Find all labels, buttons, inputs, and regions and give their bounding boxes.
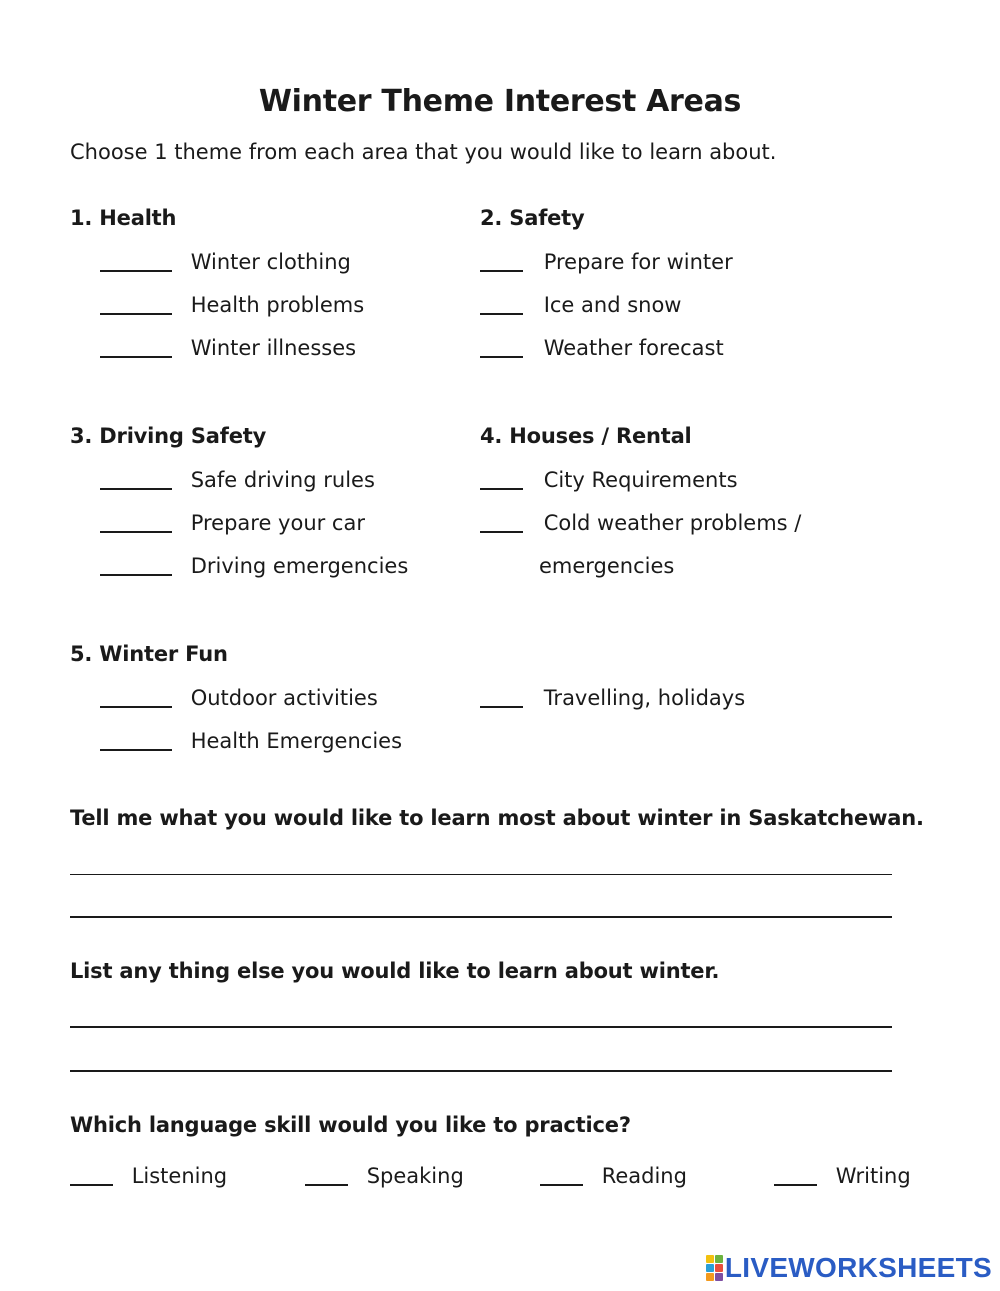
- option-label: Winter illnesses: [190, 336, 357, 360]
- page-title: Winter Theme Interest Areas: [258, 84, 742, 119]
- section-heading-winter-fun: 5. Winter Fun: [70, 642, 228, 666]
- brand-name: LIVEWORKSHEETS: [724, 1252, 992, 1283]
- option-health-problems[interactable]: [100, 293, 364, 317]
- skill-label: Writing: [835, 1164, 911, 1188]
- skill-option-writing[interactable]: [774, 1164, 911, 1188]
- skill-label: Reading: [601, 1164, 687, 1188]
- answer-blank[interactable]: [100, 336, 172, 358]
- option-weather-forecast[interactable]: [480, 336, 724, 360]
- option-label: Travelling, holidays: [543, 686, 746, 710]
- skill-option-speaking[interactable]: [305, 1164, 464, 1188]
- instructions: Choose 1 theme from each area that you would like to learn about.: [70, 140, 777, 164]
- option-city-requirements[interactable]: [480, 468, 738, 492]
- skill-label: Listening: [131, 1164, 228, 1188]
- option-label: Outdoor activities: [190, 686, 378, 710]
- option-label: Cold weather problems /: [543, 511, 802, 535]
- section-heading-safety: 2. Safety: [480, 206, 585, 230]
- option-label: City Requirements: [543, 468, 738, 492]
- answer-blank[interactable]: [480, 250, 523, 272]
- option-health-emergencies[interactable]: [100, 729, 402, 753]
- section-heading-houses-rental: 4. Houses / Rental: [480, 424, 692, 448]
- option-ice-and-snow[interactable]: [480, 293, 681, 317]
- answer-blank[interactable]: [100, 729, 172, 751]
- answer-line[interactable]: [70, 874, 892, 875]
- question-learn-most: Tell me what you would like to learn most about winter in Saskatchewan.: [70, 806, 924, 830]
- option-cold-weather-problems[interactable]: [480, 511, 801, 535]
- answer-line[interactable]: [70, 1070, 892, 1072]
- option-winter-clothing[interactable]: [100, 250, 351, 274]
- answer-blank[interactable]: [540, 1164, 583, 1186]
- answer-blank[interactable]: [480, 336, 523, 358]
- option-driving-emergencies[interactable]: [100, 554, 408, 578]
- answer-blank[interactable]: [100, 511, 172, 533]
- option-prepare-your-car[interactable]: [100, 511, 365, 535]
- answer-blank[interactable]: [305, 1164, 348, 1186]
- answer-blank[interactable]: [100, 554, 172, 576]
- option-label: Weather forecast: [543, 336, 724, 360]
- skill-option-reading[interactable]: [540, 1164, 687, 1188]
- answer-blank[interactable]: [480, 293, 523, 315]
- question-anything-else: List any thing else you would like to learn about winter.: [70, 959, 720, 983]
- option-label: Health Emergencies: [190, 729, 403, 753]
- answer-line[interactable]: [70, 1026, 892, 1028]
- answer-blank[interactable]: [70, 1164, 113, 1186]
- answer-blank[interactable]: [100, 293, 172, 315]
- answer-blank[interactable]: [774, 1164, 817, 1186]
- option-label: Prepare your car: [190, 511, 365, 535]
- answer-blank[interactable]: [480, 686, 523, 708]
- blocks-icon: [706, 1255, 723, 1281]
- skill-label: Speaking: [366, 1164, 464, 1188]
- answer-blank[interactable]: [100, 468, 172, 490]
- option-outdoor-activities[interactable]: [100, 686, 378, 710]
- option-label: Health problems: [190, 293, 365, 317]
- answer-blank[interactable]: [480, 511, 523, 533]
- question-language-skill: Which language skill would you like to practice?: [70, 1113, 631, 1137]
- option-label: Safe driving rules: [190, 468, 375, 492]
- section-heading-driving-safety: 3. Driving Safety: [70, 424, 267, 448]
- option-prepare-for-winter[interactable]: [480, 250, 733, 274]
- option-label: Driving emergencies: [190, 554, 409, 578]
- answer-blank[interactable]: [100, 250, 172, 272]
- option-label: Winter clothing: [190, 250, 351, 274]
- answer-line[interactable]: [70, 916, 892, 918]
- option-winter-illnesses[interactable]: [100, 336, 356, 360]
- answer-blank[interactable]: [100, 686, 172, 708]
- section-heading-health: 1. Health: [70, 206, 177, 230]
- option-label-continued: emergencies: [539, 554, 675, 578]
- skill-option-listening[interactable]: [70, 1164, 227, 1188]
- liveworksheets-logo: [706, 1252, 992, 1284]
- option-travelling-holidays[interactable]: [480, 686, 745, 710]
- option-safe-driving-rules[interactable]: [100, 468, 375, 492]
- answer-blank[interactable]: [480, 468, 523, 490]
- option-label: Ice and snow: [543, 293, 682, 317]
- option-label: Prepare for winter: [543, 250, 733, 274]
